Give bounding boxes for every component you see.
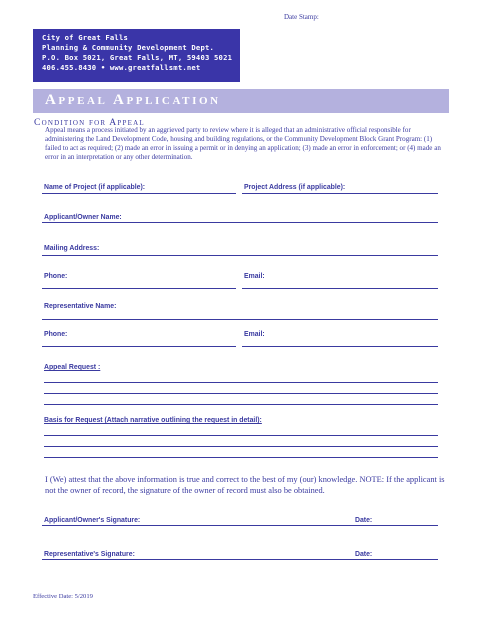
mailing-address-field[interactable] — [42, 239, 438, 256]
condition-heading: Condition for Appeal — [34, 117, 145, 128]
representative-phone-label: Phone: — [44, 331, 68, 338]
project-name-field[interactable] — [42, 177, 236, 194]
header-department: Planning & Community Development Dept. — [42, 43, 215, 52]
appeal-request-line-3[interactable] — [44, 404, 438, 405]
attestation-text: I (We) attest that the above information is true and correct to the best of my (our) knowledge. NOTE: If the applicant is not the owner of record, the signature of the owner of record must also be obtained. — [45, 475, 445, 495]
basis-request-label: Basis for Request (Attach narrative outlining the request in detail): — [44, 417, 262, 424]
representative-date-label: Date: — [355, 551, 373, 558]
representative-phone-field[interactable] — [42, 330, 236, 347]
representative-signature-field[interactable] — [42, 543, 438, 560]
phone-field[interactable] — [42, 272, 236, 289]
owner-signature-label: Applicant/Owner's Signature: — [44, 517, 141, 524]
project-name-label: Name of Project (if applicable): — [44, 184, 146, 191]
applicant-name-field[interactable] — [42, 206, 438, 223]
mailing-address-label: Mailing Address: — [44, 245, 100, 252]
owner-signature-field[interactable] — [42, 508, 438, 526]
applicant-name-label: Applicant/Owner Name: — [44, 214, 122, 221]
appeal-request-line-1[interactable] — [44, 382, 438, 383]
appeal-request-line-2[interactable] — [44, 393, 438, 394]
date-stamp-label: Date Stamp: — [284, 13, 319, 21]
phone-label: Phone: — [44, 273, 68, 280]
intro-paragraph: Appeal means a process initiated by an aggrieved party to review where it is alleged that an administrative official responsible for administering the Land Development Code, housing and building regulations, or the Community Development Block Grant Program: (1) failed to act as required; (2) made an error in issuing a permit or in denying an application; (3) made an error in enforcement; or (4) made an error in an interpretation or any other determination. — [45, 126, 441, 162]
representative-name-field[interactable] — [42, 303, 438, 320]
page-title: Appeal Application — [45, 92, 221, 108]
basis-request-line-2[interactable] — [44, 446, 438, 447]
representative-signature-label: Representative's Signature: — [44, 551, 135, 558]
effective-date: Effective Date: 5/2019 — [33, 593, 93, 600]
basis-request-line-1[interactable] — [44, 435, 438, 436]
department-header — [33, 29, 240, 82]
appeal-request-label: Appeal Request : — [44, 364, 101, 371]
project-address-label: Project Address (if applicable): — [244, 184, 346, 191]
representative-email-field[interactable] — [242, 330, 438, 347]
owner-date-label: Date: — [355, 517, 373, 524]
title-bar — [33, 89, 449, 113]
email-field[interactable] — [242, 272, 438, 289]
header-address: P.O. Box 5021, Great Falls, MT, 59403 5021 — [42, 53, 233, 62]
header-contact: 406.455.8430 • www.greatfallsmt.net — [42, 63, 201, 72]
representative-email-label: Email: — [244, 331, 265, 338]
email-label: Email: — [244, 273, 265, 280]
basis-request-line-3[interactable] — [44, 457, 438, 458]
representative-name-label: Representative Name: — [44, 303, 117, 310]
project-address-field[interactable] — [242, 177, 438, 194]
header-city: City of Great Falls — [42, 33, 129, 42]
